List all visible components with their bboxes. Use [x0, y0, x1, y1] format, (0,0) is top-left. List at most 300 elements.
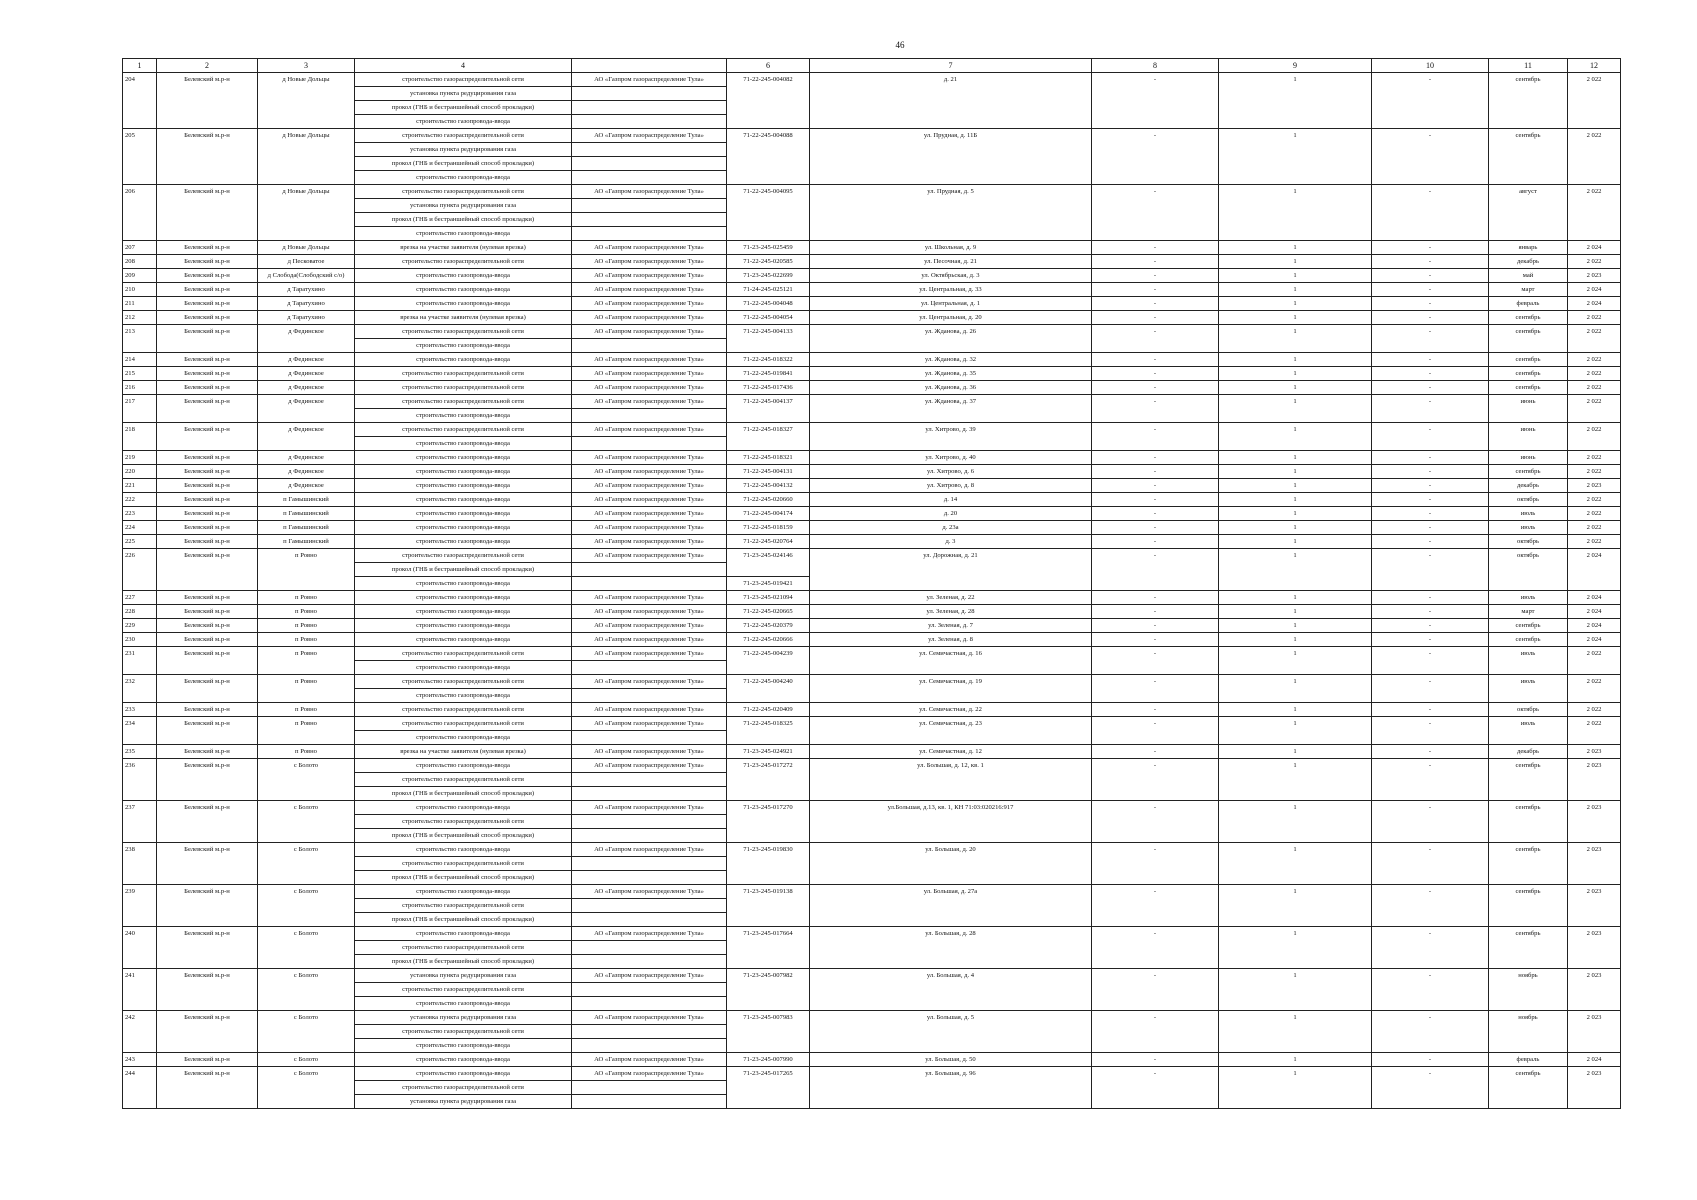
count-cell: 1: [1219, 591, 1372, 605]
locality-cell: п Гамышинский: [258, 521, 355, 535]
application-code-cell: 71-23-245-024921: [727, 745, 810, 759]
year-cell: 2 024: [1568, 633, 1621, 647]
work-type-cell: строительство газопровода-ввода: [355, 535, 572, 549]
district-cell: Белевский м.р-н: [157, 1053, 258, 1067]
application-code-cell: 71-23-245-025459: [727, 241, 810, 255]
count-cell: 1: [1219, 283, 1372, 297]
organization-cell: [572, 115, 727, 129]
year-cell: 2 022: [1568, 521, 1621, 535]
col10-cell: -: [1372, 1067, 1489, 1109]
year-cell: 2 022: [1568, 647, 1621, 675]
application-code-cell: 71-22-245-004048: [727, 297, 810, 311]
count-cell: 1: [1219, 395, 1372, 423]
locality-cell: с Болото: [258, 1053, 355, 1067]
col8-cell: -: [1092, 451, 1219, 465]
col10-cell: -: [1372, 255, 1489, 269]
table-row: [123, 493, 1621, 507]
application-code-cell: 71-22-245-018322: [727, 353, 810, 367]
organization-cell: АО «Газпром газораспределение Тула»: [572, 353, 727, 367]
application-code-cell: 71-24-245-025121: [727, 283, 810, 297]
district-cell: Белевский м.р-н: [157, 885, 258, 927]
col8-cell: -: [1092, 325, 1219, 353]
application-code-cell: 71-22-245-020665: [727, 605, 810, 619]
count-cell: 1: [1219, 73, 1372, 129]
column-header: 11: [1489, 59, 1568, 73]
application-code-cell: 71-23-245-007983: [727, 1011, 810, 1053]
work-type-cell: строительство газопровода-ввода: [355, 353, 572, 367]
table-row: [123, 367, 1621, 381]
col8-cell: -: [1092, 927, 1219, 969]
count-cell: 1: [1219, 241, 1372, 255]
organization-cell: [572, 143, 727, 157]
row-number: 215: [123, 367, 157, 381]
address-cell: ул. Семичастная, д. 22: [810, 703, 1092, 717]
address-cell: ул. Песочная, д. 21: [810, 255, 1092, 269]
locality-cell: с Болото: [258, 885, 355, 927]
district-cell: Белевский м.р-н: [157, 675, 258, 703]
work-type-cell: прокол (ГНБ и бестраншейный способ прокладки): [355, 157, 572, 171]
col8-cell: -: [1092, 493, 1219, 507]
address-cell: ул. Большая, д. 20: [810, 843, 1092, 885]
month-cell: май: [1489, 269, 1568, 283]
col10-cell: -: [1372, 591, 1489, 605]
col8-cell: -: [1092, 283, 1219, 297]
organization-cell: [572, 983, 727, 997]
works-table: [122, 58, 1621, 1109]
district-cell: Белевский м.р-н: [157, 633, 258, 647]
address-cell: д. 14: [810, 493, 1092, 507]
count-cell: 1: [1219, 297, 1372, 311]
application-code-cell: 71-23-245-019421: [727, 577, 810, 591]
table-row: [123, 353, 1621, 367]
count-cell: 1: [1219, 423, 1372, 451]
row-number: 214: [123, 353, 157, 367]
work-type-cell: строительство газопровода-ввода: [355, 885, 572, 899]
work-type-cell: строительство газораспределительной сети: [355, 395, 572, 409]
organization-cell: АО «Газпром газораспределение Тула»: [572, 73, 727, 87]
col10-cell: -: [1372, 969, 1489, 1011]
year-cell: 2 023: [1568, 1067, 1621, 1109]
work-type-cell: установка пункта редуцирования газа: [355, 87, 572, 101]
year-cell: 2 022: [1568, 381, 1621, 395]
address-cell: ул. Зеленая, д. 22: [810, 591, 1092, 605]
organization-cell: АО «Газпром газораспределение Тула»: [572, 591, 727, 605]
month-cell: сентябрь: [1489, 367, 1568, 381]
row-number: 228: [123, 605, 157, 619]
row-number: 226: [123, 549, 157, 591]
district-cell: Белевский м.р-н: [157, 759, 258, 801]
organization-cell: АО «Газпром газораспределение Тула»: [572, 969, 727, 983]
district-cell: Белевский м.р-н: [157, 507, 258, 521]
application-code-cell: 71-22-245-020379: [727, 619, 810, 633]
locality-cell: п Ровно: [258, 703, 355, 717]
col8-cell: -: [1092, 745, 1219, 759]
work-type-cell: строительство газопровода-ввода: [355, 269, 572, 283]
application-code-cell: 71-22-245-018325: [727, 717, 810, 745]
col10-cell: -: [1372, 241, 1489, 255]
col10-cell: -: [1372, 927, 1489, 969]
row-number: 243: [123, 1053, 157, 1067]
table-row: [123, 927, 1621, 941]
address-cell: ул. Прудная, д. 11Б: [810, 129, 1092, 185]
organization-cell: АО «Газпром газораспределение Тула»: [572, 745, 727, 759]
col10-cell: -: [1372, 633, 1489, 647]
count-cell: 1: [1219, 633, 1372, 647]
application-code-cell: 71-22-245-020585: [727, 255, 810, 269]
application-code-cell: 71-22-245-019841: [727, 367, 810, 381]
application-code-cell: 71-22-245-017436: [727, 381, 810, 395]
month-cell: сентябрь: [1489, 129, 1568, 185]
col8-cell: -: [1092, 465, 1219, 479]
locality-cell: д Новые Дольцы: [258, 73, 355, 129]
row-number: 244: [123, 1067, 157, 1109]
row-number: 239: [123, 885, 157, 927]
work-type-cell: строительство газопровода-ввода: [355, 283, 572, 297]
column-header: [572, 59, 727, 73]
row-number: 207: [123, 241, 157, 255]
table-row: [123, 283, 1621, 297]
work-type-cell: установка пункта редуцирования газа: [355, 199, 572, 213]
district-cell: Белевский м.р-н: [157, 591, 258, 605]
work-type-cell: строительство газопровода-ввода: [355, 997, 572, 1011]
column-header: 2: [157, 59, 258, 73]
count-cell: 1: [1219, 885, 1372, 927]
col10-cell: -: [1372, 493, 1489, 507]
col8-cell: -: [1092, 129, 1219, 185]
application-code-cell: 71-22-245-004095: [727, 185, 810, 241]
application-code-cell: 71-23-245-007990: [727, 1053, 810, 1067]
row-number: 206: [123, 185, 157, 241]
locality-cell: д Новые Дольцы: [258, 185, 355, 241]
count-cell: 1: [1219, 717, 1372, 745]
organization-cell: АО «Газпром газораспределение Тула»: [572, 633, 727, 647]
row-number: 219: [123, 451, 157, 465]
address-cell: ул. Центральная, д. 33: [810, 283, 1092, 297]
month-cell: июнь: [1489, 423, 1568, 451]
organization-cell: [572, 157, 727, 171]
count-cell: 1: [1219, 703, 1372, 717]
address-cell: ул. Большая, д. 28: [810, 927, 1092, 969]
work-type-cell: строительство газопровода-ввода: [355, 493, 572, 507]
application-code-cell: 71-22-245-004082: [727, 73, 810, 129]
district-cell: Белевский м.р-н: [157, 535, 258, 549]
column-header: 6: [727, 59, 810, 73]
district-cell: Белевский м.р-н: [157, 521, 258, 535]
district-cell: Белевский м.р-н: [157, 969, 258, 1011]
address-cell: ул. Большая, д. 4: [810, 969, 1092, 1011]
count-cell: 1: [1219, 129, 1372, 185]
count-cell: 1: [1219, 185, 1372, 241]
address-cell: ул. Семичастная, д. 16: [810, 647, 1092, 675]
district-cell: Белевский м.р-н: [157, 717, 258, 745]
col10-cell: -: [1372, 745, 1489, 759]
table-row: [123, 73, 1621, 87]
locality-cell: д Фединское: [258, 325, 355, 353]
organization-cell: [572, 563, 727, 577]
locality-cell: п Ровно: [258, 633, 355, 647]
col8-cell: -: [1092, 1011, 1219, 1053]
address-cell: ул. Центральная, д. 1: [810, 297, 1092, 311]
organization-cell: [572, 101, 727, 115]
col10-cell: -: [1372, 885, 1489, 927]
organization-cell: АО «Газпром газораспределение Тула»: [572, 521, 727, 535]
work-type-cell: прокол (ГНБ и бестраншейный способ прокладки): [355, 829, 572, 843]
work-type-cell: строительство газораспределительной сети: [355, 703, 572, 717]
organization-cell: АО «Газпром газораспределение Тула»: [572, 759, 727, 773]
work-type-cell: строительство газопровода-ввода: [355, 339, 572, 353]
month-cell: ноябрь: [1489, 969, 1568, 1011]
row-number: 208: [123, 255, 157, 269]
organization-cell: АО «Газпром газораспределение Тула»: [572, 255, 727, 269]
count-cell: 1: [1219, 619, 1372, 633]
col8-cell: -: [1092, 73, 1219, 129]
organization-cell: [572, 409, 727, 423]
count-cell: 1: [1219, 269, 1372, 283]
locality-cell: п Ровно: [258, 675, 355, 703]
work-type-cell: строительство газопровода-ввода: [355, 843, 572, 857]
district-cell: Белевский м.р-н: [157, 1011, 258, 1053]
col10-cell: -: [1372, 325, 1489, 353]
organization-cell: АО «Газпром газораспределение Тула»: [572, 885, 727, 899]
organization-cell: АО «Газпром газораспределение Тула»: [572, 451, 727, 465]
row-number: 231: [123, 647, 157, 675]
district-cell: Белевский м.р-н: [157, 549, 258, 591]
district-cell: Белевский м.р-н: [157, 843, 258, 885]
row-number: 217: [123, 395, 157, 423]
work-type-cell: строительство газораспределительной сети: [355, 857, 572, 871]
organization-cell: АО «Газпром газораспределение Тула»: [572, 1011, 727, 1025]
locality-cell: с Болото: [258, 969, 355, 1011]
table-row: [123, 675, 1621, 689]
col8-cell: -: [1092, 255, 1219, 269]
col8-cell: -: [1092, 619, 1219, 633]
year-cell: 2 022: [1568, 395, 1621, 423]
organization-cell: АО «Газпром газораспределение Тула»: [572, 325, 727, 339]
year-cell: 2 024: [1568, 297, 1621, 311]
count-cell: 1: [1219, 367, 1372, 381]
organization-cell: АО «Газпром газораспределение Тула»: [572, 269, 727, 283]
work-type-cell: строительство газораспределительной сети: [355, 983, 572, 997]
address-cell: ул. Октябрьская, д. 3: [810, 269, 1092, 283]
organization-cell: [572, 871, 727, 885]
count-cell: 1: [1219, 843, 1372, 885]
col8-cell: -: [1092, 269, 1219, 283]
application-code-cell: 71-23-245-017664: [727, 927, 810, 969]
organization-cell: [572, 1095, 727, 1109]
month-cell: июль: [1489, 647, 1568, 675]
organization-cell: [572, 815, 727, 829]
work-type-cell: установка пункта редуцирования газа: [355, 143, 572, 157]
row-number: 237: [123, 801, 157, 843]
district-cell: Белевский м.р-н: [157, 381, 258, 395]
application-code-cell: 71-22-245-020660: [727, 493, 810, 507]
year-cell: 2 022: [1568, 703, 1621, 717]
count-cell: 1: [1219, 759, 1372, 801]
table-row: [123, 591, 1621, 605]
address-cell: д. 20: [810, 507, 1092, 521]
row-number: 218: [123, 423, 157, 451]
district-cell: Белевский м.р-н: [157, 745, 258, 759]
work-type-cell: строительство газораспределительной сети: [355, 773, 572, 787]
locality-cell: д Фединское: [258, 423, 355, 451]
district-cell: Белевский м.р-н: [157, 255, 258, 269]
table-row: [123, 479, 1621, 493]
district-cell: Белевский м.р-н: [157, 647, 258, 675]
col8-cell: -: [1092, 605, 1219, 619]
district-cell: Белевский м.р-н: [157, 1067, 258, 1109]
work-type-cell: строительство газопровода-ввода: [355, 115, 572, 129]
col8-cell: -: [1092, 395, 1219, 423]
col10-cell: -: [1372, 717, 1489, 745]
month-cell: март: [1489, 283, 1568, 297]
year-cell: 2 022: [1568, 185, 1621, 241]
application-code-cell: 71-22-245-004240: [727, 675, 810, 703]
year-cell: 2 023: [1568, 969, 1621, 1011]
locality-cell: д Таратухино: [258, 311, 355, 325]
organization-cell: АО «Газпром газораспределение Тула»: [572, 675, 727, 689]
col8-cell: -: [1092, 353, 1219, 367]
table-row: [123, 269, 1621, 283]
locality-cell: д Новые Дольцы: [258, 241, 355, 255]
year-cell: 2 023: [1568, 759, 1621, 801]
year-cell: 2 022: [1568, 73, 1621, 129]
count-cell: 1: [1219, 1053, 1372, 1067]
district-cell: Белевский м.р-н: [157, 297, 258, 311]
organization-cell: АО «Газпром газораспределение Тула»: [572, 927, 727, 941]
district-cell: Белевский м.р-н: [157, 619, 258, 633]
address-cell: д. 23а: [810, 521, 1092, 535]
district-cell: Белевский м.р-н: [157, 465, 258, 479]
address-cell: ул. Жданова, д. 26: [810, 325, 1092, 353]
col10-cell: -: [1372, 283, 1489, 297]
month-cell: сентябрь: [1489, 325, 1568, 353]
work-type-cell: строительство газопровода-ввода: [355, 619, 572, 633]
organization-cell: [572, 1039, 727, 1053]
district-cell: Белевский м.р-н: [157, 129, 258, 185]
col8-cell: -: [1092, 549, 1219, 591]
organization-cell: [572, 661, 727, 675]
col8-cell: -: [1092, 1053, 1219, 1067]
row-number: 230: [123, 633, 157, 647]
work-type-cell: строительство газораспределительной сети: [355, 367, 572, 381]
work-type-cell: строительство газораспределительной сети: [355, 381, 572, 395]
col8-cell: -: [1092, 703, 1219, 717]
district-cell: Белевский м.р-н: [157, 395, 258, 423]
col10-cell: -: [1372, 423, 1489, 451]
district-cell: Белевский м.р-н: [157, 703, 258, 717]
application-code-cell: 71-23-245-017265: [727, 1067, 810, 1109]
district-cell: Белевский м.р-н: [157, 185, 258, 241]
col10-cell: -: [1372, 1053, 1489, 1067]
count-cell: 1: [1219, 647, 1372, 675]
table-row: [123, 1011, 1621, 1025]
application-code-cell: 71-22-245-004174: [727, 507, 810, 521]
count-cell: 1: [1219, 801, 1372, 843]
month-cell: январь: [1489, 241, 1568, 255]
work-type-cell: прокол (ГНБ и бестраншейный способ прокладки): [355, 913, 572, 927]
year-cell: 2 022: [1568, 423, 1621, 451]
col8-cell: -: [1092, 1067, 1219, 1109]
col10-cell: -: [1372, 843, 1489, 885]
table-row: [123, 423, 1621, 437]
work-type-cell: строительство газопровода-ввода: [355, 227, 572, 241]
col8-cell: -: [1092, 647, 1219, 675]
month-cell: март: [1489, 605, 1568, 619]
month-cell: июль: [1489, 717, 1568, 745]
year-cell: 2 023: [1568, 1011, 1621, 1053]
work-type-cell: строительство газораспределительной сети: [355, 73, 572, 87]
col10-cell: -: [1372, 73, 1489, 129]
organization-cell: [572, 437, 727, 451]
organization-cell: [572, 773, 727, 787]
table-row: [123, 745, 1621, 759]
organization-cell: [572, 689, 727, 703]
work-type-cell: прокол (ГНБ и бестраншейный способ прокладки): [355, 563, 572, 577]
organization-cell: АО «Газпром газораспределение Тула»: [572, 479, 727, 493]
col8-cell: -: [1092, 801, 1219, 843]
column-number-row: [123, 59, 1621, 73]
col10-cell: -: [1372, 465, 1489, 479]
col10-cell: -: [1372, 521, 1489, 535]
organization-cell: [572, 997, 727, 1011]
row-number: 236: [123, 759, 157, 801]
year-cell: 2 022: [1568, 255, 1621, 269]
district-cell: Белевский м.р-н: [157, 269, 258, 283]
work-type-cell: строительство газопровода-ввода: [355, 633, 572, 647]
work-type-cell: врезка на участке заявителя (нулевая врезка): [355, 241, 572, 255]
work-type-cell: прокол (ГНБ и бестраншейный способ прокладки): [355, 955, 572, 969]
table-row: [123, 451, 1621, 465]
address-cell: ул. Зеленая, д. 8: [810, 633, 1092, 647]
table-row: [123, 759, 1621, 773]
row-number: 229: [123, 619, 157, 633]
month-cell: июль: [1489, 591, 1568, 605]
application-code-cell: 71-22-245-004088: [727, 129, 810, 185]
locality-cell: д Песковатое: [258, 255, 355, 269]
table-row: [123, 647, 1621, 661]
year-cell: 2 022: [1568, 507, 1621, 521]
district-cell: Белевский м.р-н: [157, 493, 258, 507]
application-code-cell: 71-22-245-004131: [727, 465, 810, 479]
column-header: 3: [258, 59, 355, 73]
address-cell: ул. Большая, д. 12, кв. 1: [810, 759, 1092, 801]
work-type-cell: строительство газопровода-ввода: [355, 451, 572, 465]
count-cell: 1: [1219, 255, 1372, 269]
year-cell: 2 024: [1568, 1053, 1621, 1067]
col8-cell: -: [1092, 885, 1219, 927]
col10-cell: -: [1372, 703, 1489, 717]
table-row: [123, 241, 1621, 255]
work-type-cell: врезка на участке заявителя (нулевая врезка): [355, 745, 572, 759]
col8-cell: -: [1092, 381, 1219, 395]
organization-cell: АО «Газпром газораспределение Тула»: [572, 185, 727, 199]
col10-cell: -: [1372, 269, 1489, 283]
month-cell: сентябрь: [1489, 465, 1568, 479]
row-number: 223: [123, 507, 157, 521]
work-type-cell: строительство газораспределительной сети: [355, 647, 572, 661]
address-cell: д. 3: [810, 535, 1092, 549]
application-code-cell: 71-23-245-007982: [727, 969, 810, 1011]
col10-cell: -: [1372, 549, 1489, 591]
col10-cell: -: [1372, 1011, 1489, 1053]
work-type-cell: строительство газораспределительной сети: [355, 423, 572, 437]
application-code-cell: 71-23-245-017270: [727, 801, 810, 843]
organization-cell: [572, 955, 727, 969]
organization-cell: [572, 577, 727, 591]
address-cell: ул. Жданова, д. 32: [810, 353, 1092, 367]
locality-cell: п Ровно: [258, 591, 355, 605]
locality-cell: д Фединское: [258, 451, 355, 465]
